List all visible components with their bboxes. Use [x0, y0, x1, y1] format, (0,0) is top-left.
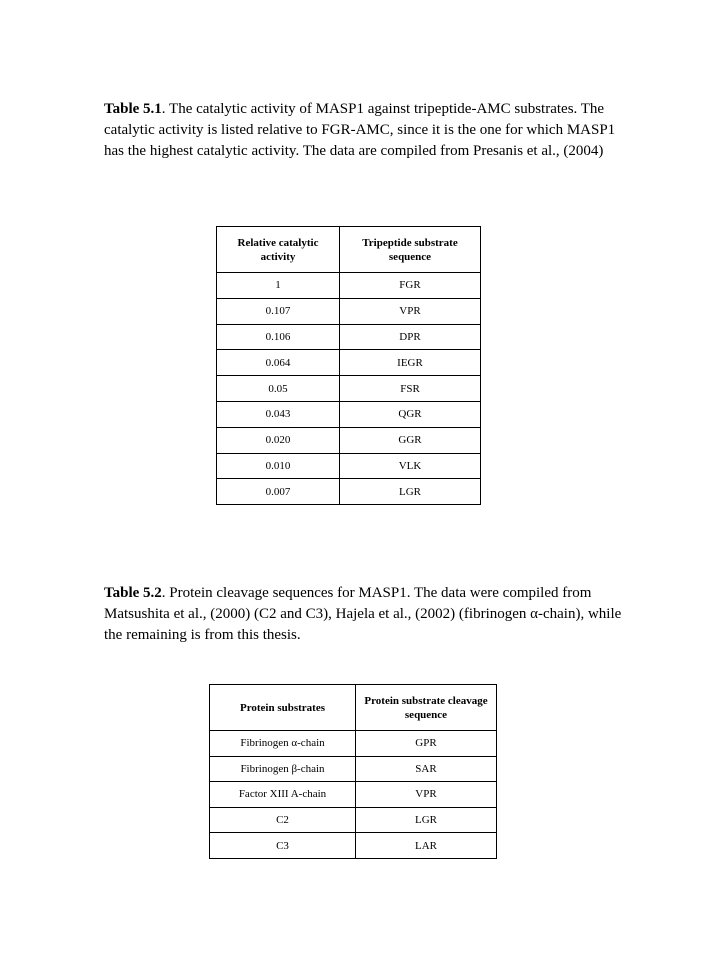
- table-1-caption-text: . The catalytic activity of MASP1 against tripeptide-AMC substrates. The catalytic activity is listed relative to FGR-AMC, since it is the one for which MASP1 has the highest catalytic activity. The data are compiled from Presanis et al., (2004): [104, 101, 616, 159]
- table-row: [217, 350, 481, 376]
- table-row: [217, 376, 481, 402]
- table-1-cell-sequence: LGR: [340, 479, 481, 505]
- table-1-caption: [104, 99, 634, 162]
- table-row: [210, 782, 497, 808]
- table-1-cell-sequence: QGR: [340, 401, 481, 427]
- table-row: [217, 479, 481, 505]
- table-1-cell-sequence: FSR: [340, 376, 481, 402]
- table-1-cell-sequence: VLK: [340, 453, 481, 479]
- table-2-cell-substrate: Factor XIII A-chain: [210, 782, 356, 808]
- table-2-caption-lead: Table 5.2: [104, 585, 162, 601]
- table-1-caption-lead: Table 5.1: [104, 101, 162, 117]
- table-2-header-substrate: Protein substrates: [210, 685, 356, 731]
- table-2-caption: [104, 583, 634, 646]
- table-2-cell-sequence: LAR: [356, 833, 497, 859]
- table-2-header-row: [210, 685, 497, 731]
- table-2-cell-sequence: SAR: [356, 756, 497, 782]
- table-1-header-sequence: Tripeptide substrate sequence: [340, 227, 481, 273]
- table-2-cell-substrate: C3: [210, 833, 356, 859]
- table-row: [217, 324, 481, 350]
- table-row: [210, 807, 497, 833]
- table-2-caption-text: . Protein cleavage sequences for MASP1. The data were compiled from Matsushita et al., (2000) (C2 and C3), Hajela et al., (2002) (fibrinogen α-chain), while the remaining is from this thesis.: [104, 585, 622, 643]
- table-1-cell-activity: 0.010: [217, 453, 340, 479]
- table-2-cell-sequence: GPR: [356, 731, 497, 757]
- table-2-cell-substrate: Fibrinogen α-chain: [210, 731, 356, 757]
- table-1-cell-activity: 0.107: [217, 298, 340, 324]
- table-1-cell-activity: 0.05: [217, 376, 340, 402]
- table-1-header-activity: Relative catalytic activity: [217, 227, 340, 273]
- table-2-cell-sequence: VPR: [356, 782, 497, 808]
- table-1-cell-sequence: GGR: [340, 427, 481, 453]
- table-2-cell-substrate: Fibrinogen β-chain: [210, 756, 356, 782]
- table-2-header-cleavage-sequence: Protein substrate cleavage sequence: [356, 685, 497, 731]
- table-row: [217, 401, 481, 427]
- table-1: [216, 226, 481, 505]
- table-row: [210, 731, 497, 757]
- table-1-cell-activity: 0.064: [217, 350, 340, 376]
- table-1-cell-activity: 0.106: [217, 324, 340, 350]
- table-row: [217, 453, 481, 479]
- table-row: [217, 273, 481, 299]
- table-2-cell-substrate: C2: [210, 807, 356, 833]
- table-1-cell-sequence: IEGR: [340, 350, 481, 376]
- table-1-cell-activity: 0.020: [217, 427, 340, 453]
- table-row: [210, 833, 497, 859]
- table-row: [217, 298, 481, 324]
- table-1-cell-sequence: VPR: [340, 298, 481, 324]
- table-2: [209, 684, 497, 859]
- table-1-cell-sequence: DPR: [340, 324, 481, 350]
- table-1-cell-sequence: FGR: [340, 273, 481, 299]
- table-1-header-row: [217, 227, 481, 273]
- table-1-cell-activity: 1: [217, 273, 340, 299]
- table-row: [217, 427, 481, 453]
- table-2-cell-sequence: LGR: [356, 807, 497, 833]
- table-1-cell-activity: 0.007: [217, 479, 340, 505]
- table-1-cell-activity: 0.043: [217, 401, 340, 427]
- table-row: [210, 756, 497, 782]
